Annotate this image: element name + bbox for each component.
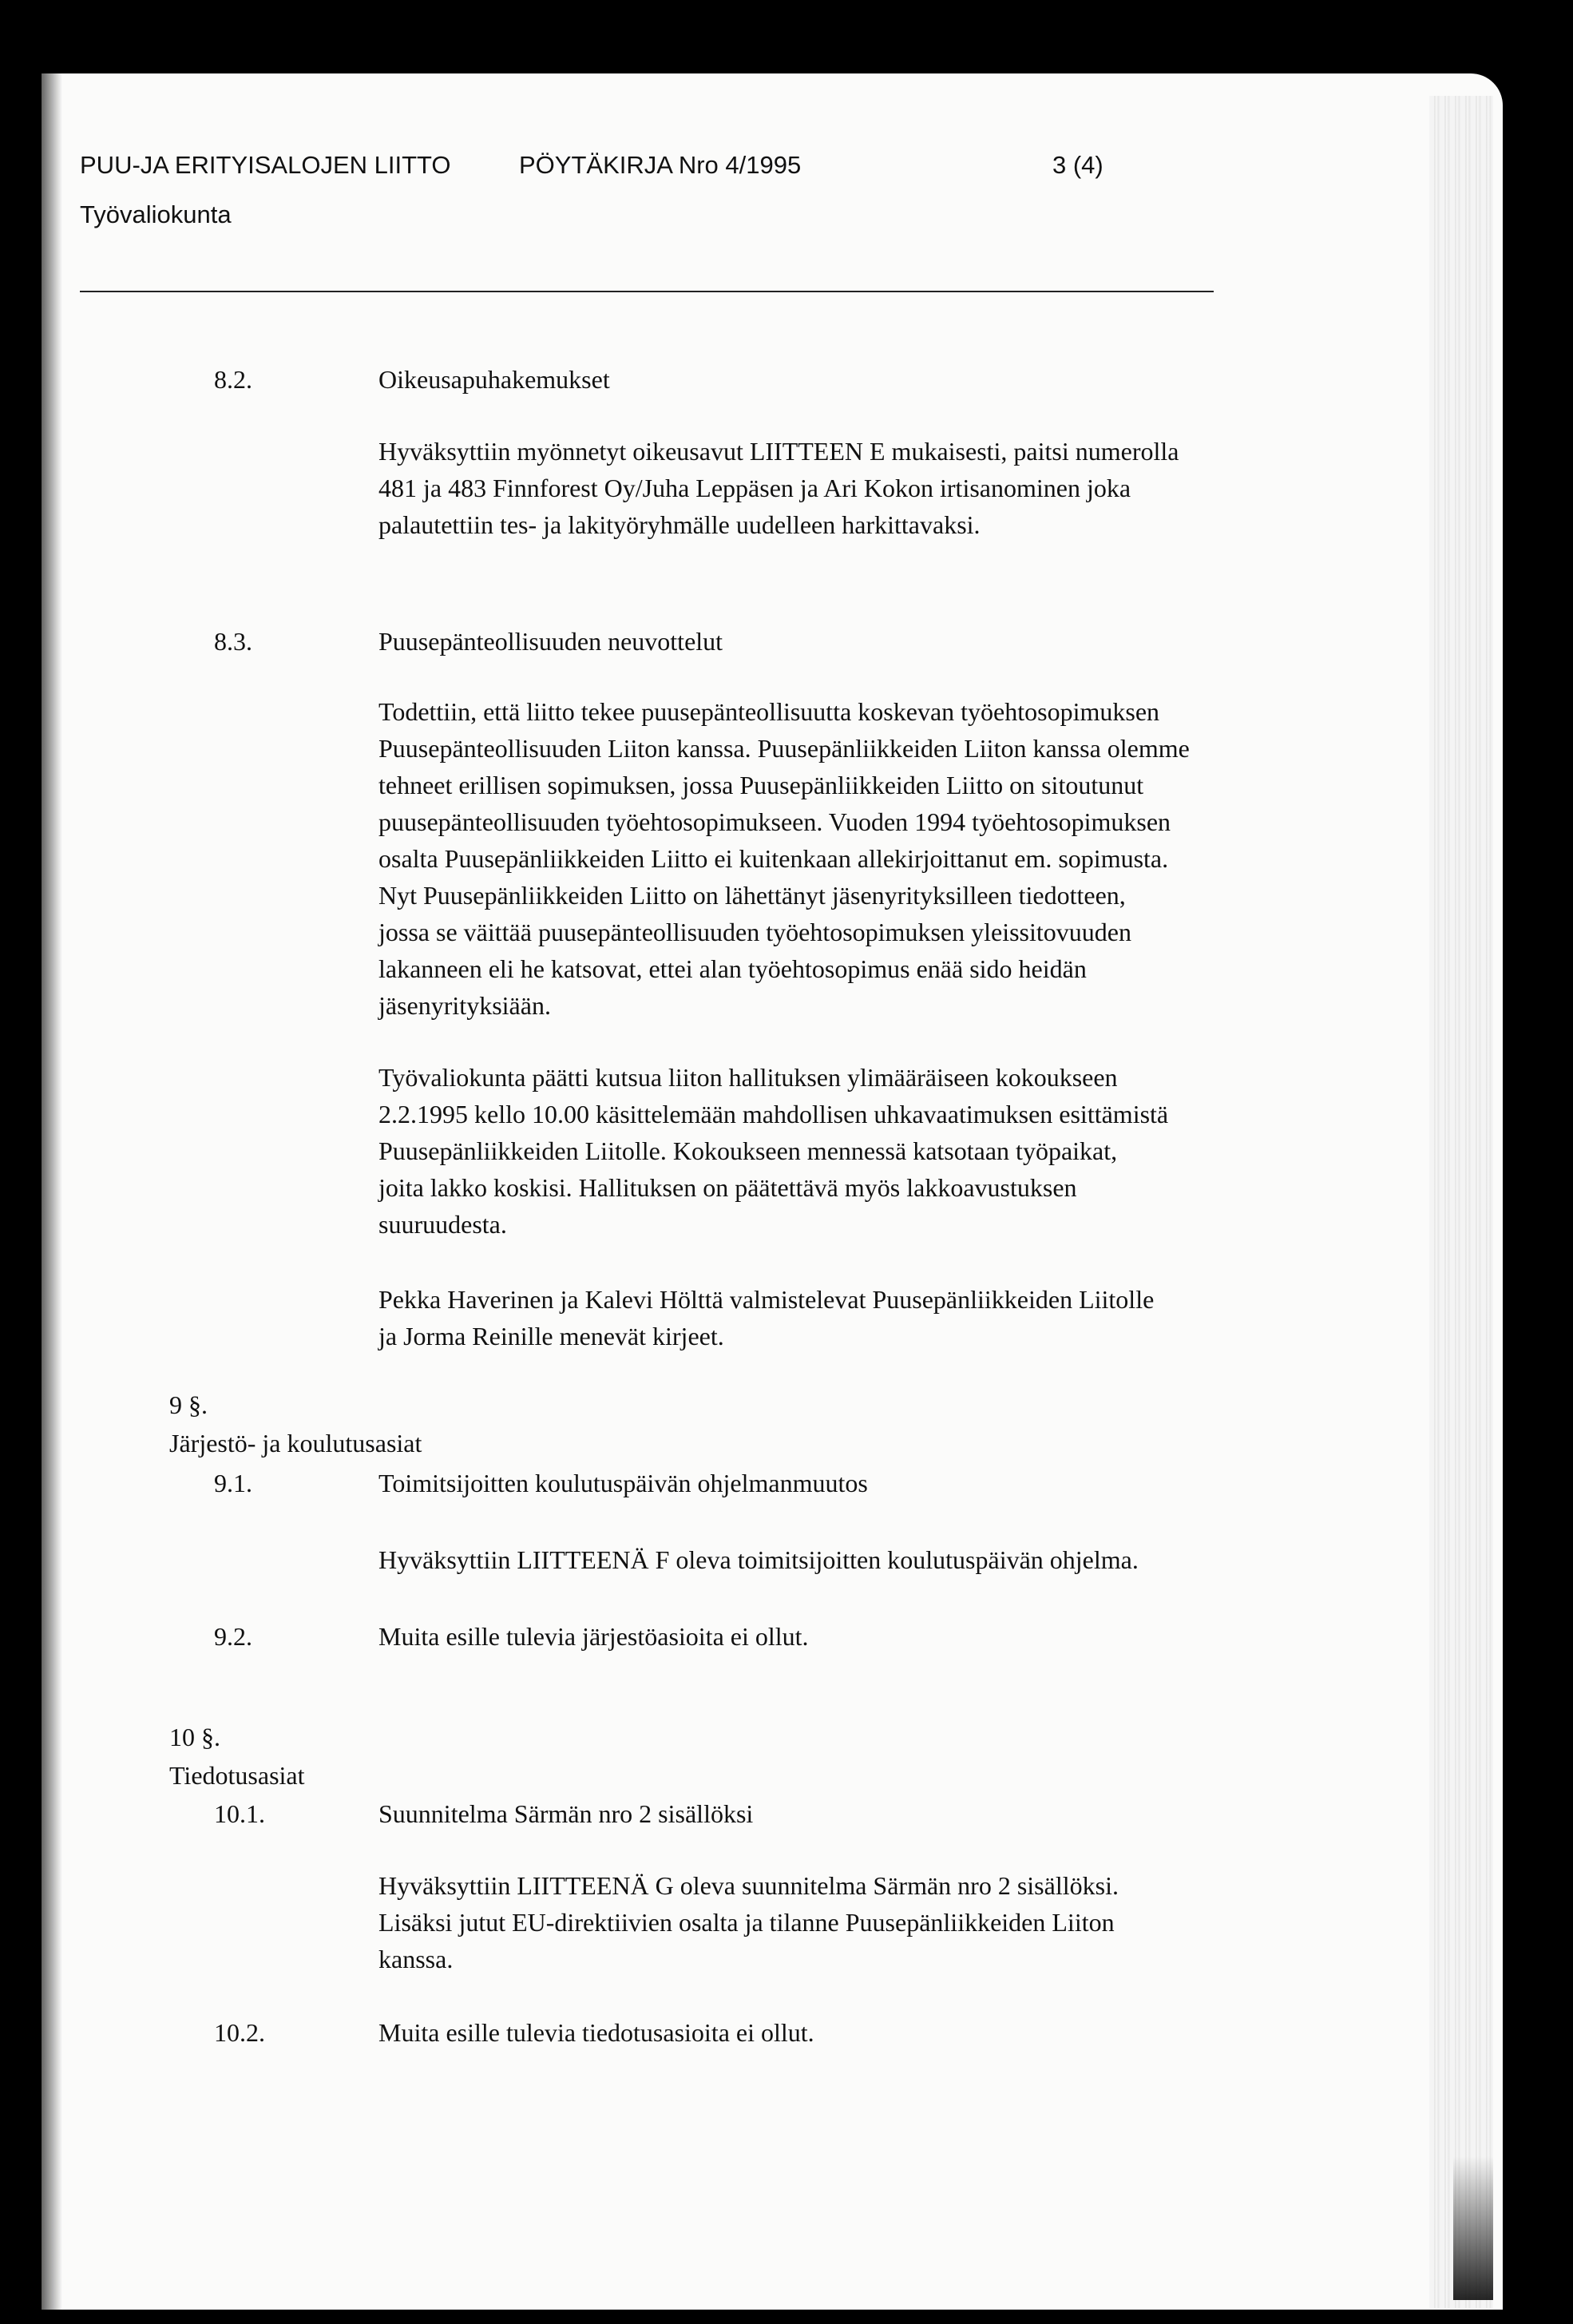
text-line: Hyväksyttiin LIITTEENÄ G oleva suunnitelma Särmän nro 2 sisällöksi. — [378, 1871, 1119, 1900]
text-line: Nyt Puusepänliikkeiden Liitto on lähettänyt jäsenyrityksilleen tiedotteen, — [378, 881, 1126, 910]
section-10-title: Tiedotusasiat — [169, 1761, 305, 1790]
section-10-1-number: 10.1. — [214, 1799, 265, 1828]
section-9-2-number: 9.2. — [214, 1622, 252, 1651]
text-line: joita lakko koskisi. Hallituksen on päätettävä myös lakkoavustuksen — [378, 1173, 1077, 1202]
committee-name: Työvaliokunta — [80, 200, 232, 228]
text-line: kanssa. — [378, 1945, 454, 1973]
text-line: lakanneen eli he katsovat, ettei alan työehtosopimus enää sido heidän — [378, 954, 1087, 983]
text-line: puusepänteollisuuden työehtosopimukseen. Vuoden 1994 työehtosopimuksen — [378, 807, 1171, 836]
section-8-2-body — [378, 433, 1249, 543]
text-line: Puusepänteollisuuden Liiton kanssa. Puusepänliikkeiden Liiton kanssa olemme — [378, 734, 1190, 763]
section-8-2-title: Oikeusapuhakemukset — [378, 365, 610, 394]
text-line: Todettiin, että liitto tekee puusepänteollisuutta koskevan työehtosopimuksen — [378, 697, 1160, 726]
section-9-1-number: 9.1. — [214, 1469, 252, 1497]
page-number: 3 (4) — [1052, 151, 1103, 179]
document-number: PÖYTÄKIRJA Nro 4/1995 — [519, 151, 802, 179]
text-line: ja Jorma Reinille menevät kirjeet. — [378, 1322, 724, 1350]
page-corner-shadow — [1453, 2156, 1493, 2300]
text-line: Pekka Haverinen ja Kalevi Hölttä valmistelevat Puusepänliikkeiden Liitolle — [378, 1285, 1155, 1314]
text-line: Työvaliokunta päätti kutsua liiton hallituksen ylimääräiseen kokoukseen — [378, 1063, 1118, 1092]
page-left-shadow — [42, 73, 62, 2310]
text-line: suuruudesta. — [378, 1210, 507, 1239]
stacked-page-edges — [1429, 96, 1493, 2308]
section-10-2-text: Muita esille tulevia tiedotusasioita ei ollut. — [378, 2018, 814, 2047]
section-10-1-title: Suunnitelma Särmän nro 2 sisällöksi — [378, 1799, 754, 1828]
section-8-3-paragraph-1 — [378, 693, 1249, 1024]
section-8-3-number: 8.3. — [214, 627, 252, 656]
text-line: Lisäksi jutut EU-direktiivien osalta ja tilanne Puusepänliikkeiden Liiton — [378, 1908, 1115, 1937]
section-8-3-paragraph-2 — [378, 1059, 1249, 1243]
section-10-2-number: 10.2. — [214, 2018, 265, 2047]
section-8-3-title: Puusepänteollisuuden neuvottelut — [378, 627, 723, 656]
section-9-1-title: Toimitsijoitten koulutuspäivän ohjelmanmuutos — [378, 1469, 868, 1497]
section-8-2-number: 8.2. — [214, 365, 252, 394]
section-8-3-paragraph-3 — [378, 1281, 1249, 1354]
text-line: tehneet erillisen sopimuksen, jossa Puusepänliikkeiden Liitto on sitoutunut — [378, 771, 1144, 799]
text-line: jäsenyrityksiään. — [378, 991, 551, 1020]
section-9-1-text: Hyväksyttiin LIITTEENÄ F oleva toimitsijoitten koulutuspäivän ohjelma. — [378, 1545, 1139, 1574]
text-line: jossa se väittää puusepänteollisuuden työehtosopimuksen yleissitovuuden — [378, 918, 1131, 946]
text-line: 481 ja 483 Finnforest Oy/Juha Leppäsen ja Ari Kokon irtisanominen joka — [378, 474, 1131, 502]
section-10-1-body — [378, 1867, 1249, 1977]
header-rule — [80, 291, 1214, 292]
text-line: Hyväksyttiin myönnetyt oikeusavut LIITTEEN E mukaisesti, paitsi numerolla — [378, 437, 1179, 466]
section-9-2-text: Muita esille tulevia järjestöasioita ei ollut. — [378, 1622, 809, 1651]
section-9-number: 9 §. — [169, 1390, 208, 1419]
section-9-title: Järjestö- ja koulutusasiat — [169, 1429, 422, 1457]
section-10-number: 10 §. — [169, 1723, 220, 1751]
text-line: Puusepänliikkeiden Liitolle. Kokoukseen mennessä katsotaan työpaikat, — [378, 1136, 1118, 1165]
text-line: palautettiin tes- ja lakityöryhmälle uudelleen harkittavaksi. — [378, 510, 981, 539]
text-line: osalta Puusepänliikkeiden Liitto ei kuitenkaan allekirjoittanut em. sopimusta. — [378, 844, 1169, 873]
org-name: PUU-JA ERITYISALOJEN LIITTO — [80, 151, 451, 179]
text-line: 2.2.1995 kello 10.00 käsittelemään mahdollisen uhkavaatimuksen esittämistä — [378, 1100, 1169, 1128]
